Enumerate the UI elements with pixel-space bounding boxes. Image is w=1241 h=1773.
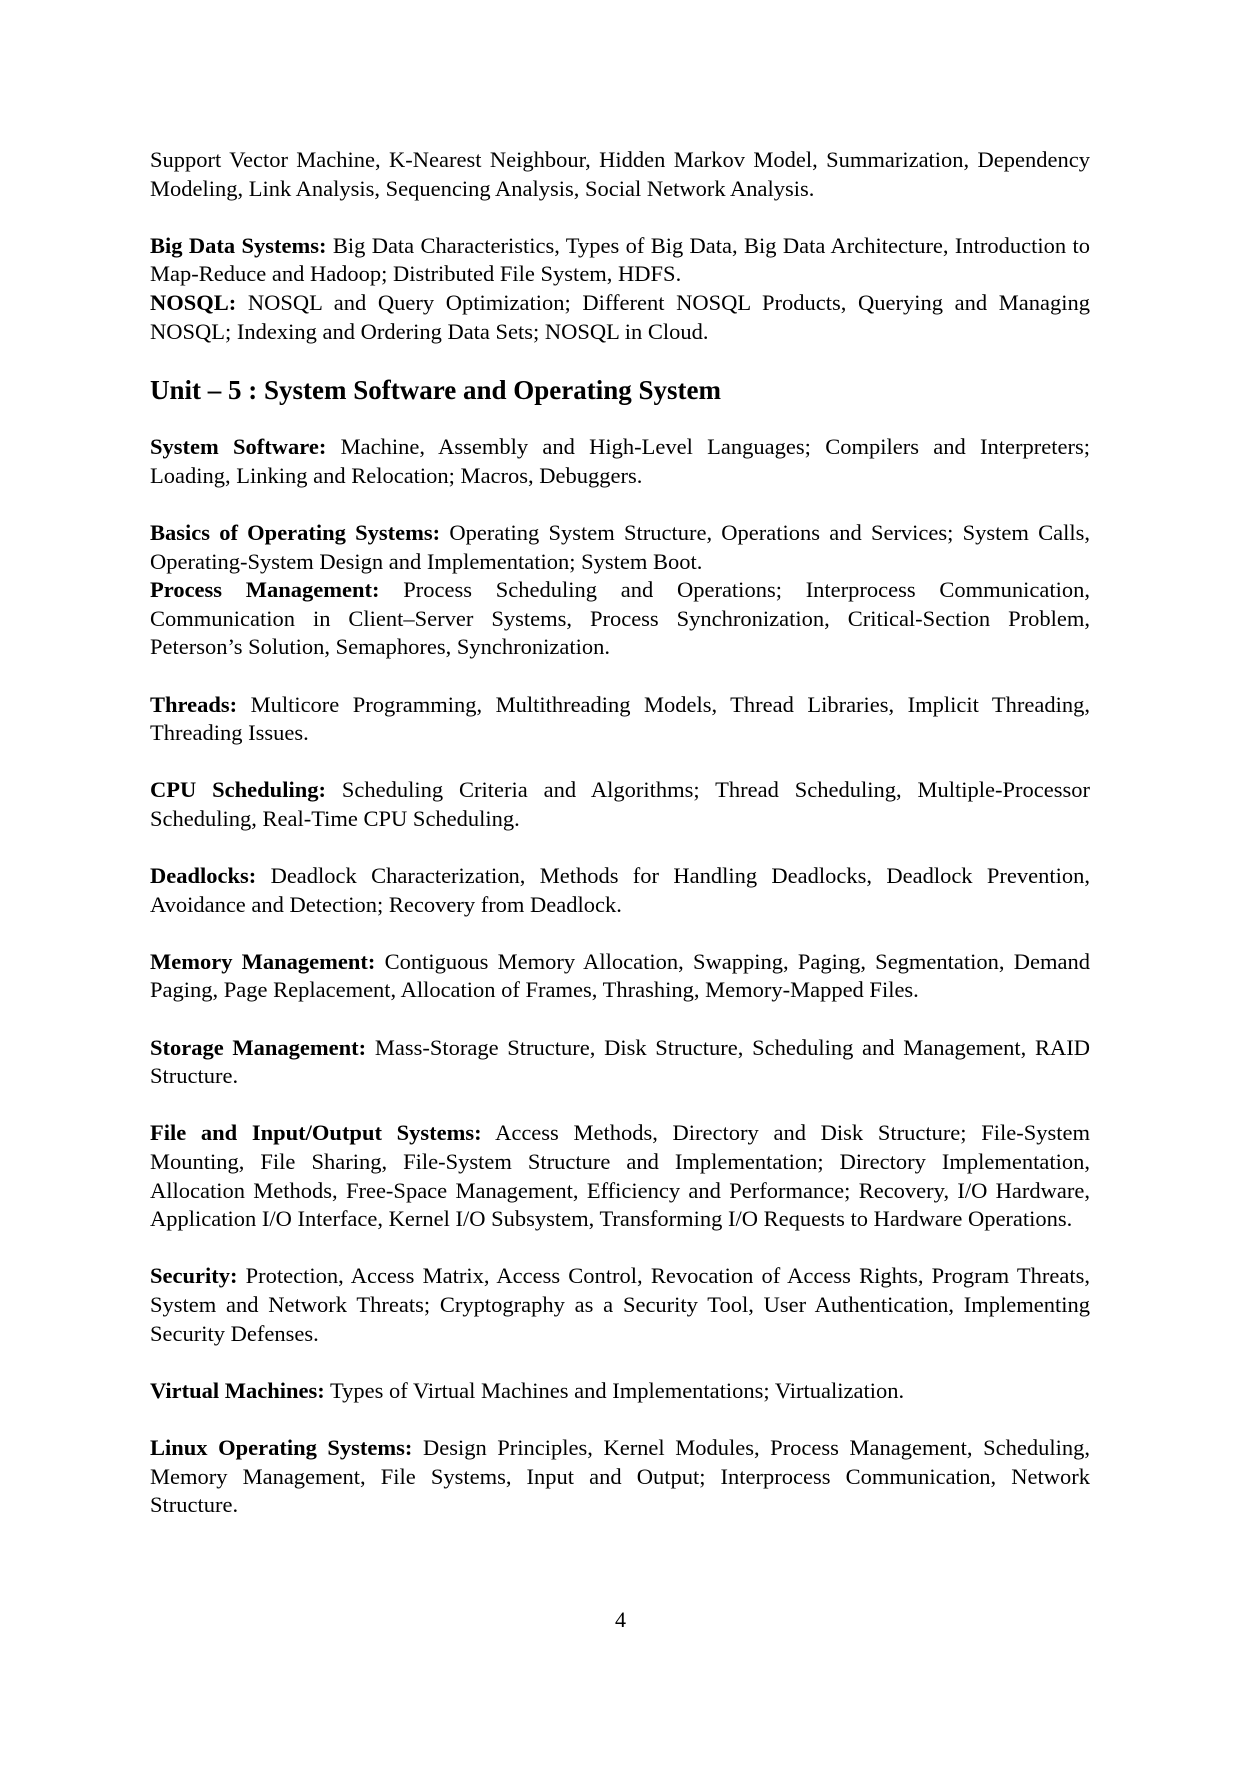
virtual-machines-paragraph xyxy=(150,1377,1090,1406)
file-io-text: Access Methods, Directory and Disk Structure; File-System Mounting, File Sharing, File-System Structure and Implementation; Directory Implementation, Allocation Methods, Free-Space Management, Efficiency and Performance; Recovery, I/O Hardware, Application I/O Interface, Kernel I/O Subsystem, Transforming I/O Requests to Hardware Operations. xyxy=(150,1120,1090,1232)
storage-management-text: Mass-Storage Structure, Disk Structure, Scheduling and Management, RAID Structure. xyxy=(150,1034,1090,1089)
intro-text: Support Vector Machine, K-Nearest Neighbour, Hidden Markov Model, Summarization, Dependency Modeling, Link Analysis, Sequencing Analysis, Social Network Analysis. xyxy=(150,147,1090,201)
process-management-text: Process Scheduling and Operations; Interprocess Communication, Communication in Client–Server Systems, Process Synchronization, Critical-Section Problem, Peterson’s Solution, Semaphores, Synchronization. xyxy=(150,577,1090,660)
system-software-paragraph xyxy=(150,433,1090,490)
security-text: Protection, Access Matrix, Access Control, Revocation of Access Rights, Program Threats, System and Network Threats; Cryptography as a Security Tool, User Authentication, Implementing Security Defenses. xyxy=(150,1263,1090,1346)
intro-paragraph xyxy=(150,146,1090,203)
deadlocks-text: Deadlock Characterization, Methods for Handling Deadlocks, Deadlock Prevention, Avoidance and Detection; Recovery from Deadlock. xyxy=(150,863,1090,917)
cpu-scheduling-term: CPU Scheduling: xyxy=(150,777,326,803)
document-page xyxy=(150,146,1090,1520)
linux-term: Linux Operating Systems: xyxy=(150,1434,413,1460)
deadlocks-term: Deadlocks: xyxy=(150,863,257,889)
linux-paragraph xyxy=(150,1434,1090,1520)
big-data-paragraph xyxy=(150,232,1090,289)
threads-paragraph xyxy=(150,691,1090,748)
threads-text: Multicore Programming, Multithreading Models, Thread Libraries, Implicit Threading, Threading Issues. xyxy=(150,691,1090,746)
file-io-paragraph xyxy=(150,1119,1090,1233)
storage-management-paragraph xyxy=(150,1034,1090,1091)
page-number: 4 xyxy=(615,1607,626,1632)
cpu-scheduling-paragraph xyxy=(150,776,1090,833)
nosql-text: NOSQL and Query Optimization; Different NOSQL Products, Querying and Managing NOSQL; Indexing and Ordering Data Sets; NOSQL in Cloud. xyxy=(150,289,1090,344)
big-data-text: Big Data Characteristics, Types of Big Data, Big Data Architecture, Introduction to Map-Reduce and Hadoop; Distributed File System, HDFS. xyxy=(150,232,1090,287)
cpu-scheduling-text: Scheduling Criteria and Algorithms; Thread Scheduling, Multiple-Processor Scheduling, Real-Time CPU Scheduling. xyxy=(150,777,1090,831)
virtual-machines-text: Types of Virtual Machines and Implementations; Virtualization. xyxy=(324,1377,905,1403)
unit-heading: Unit – 5 : System Software and Operating System xyxy=(150,375,721,406)
basics-os-term: Basics of Operating Systems: xyxy=(150,519,441,545)
storage-management-term: Storage Management: xyxy=(150,1034,367,1060)
memory-management-term: Memory Management: xyxy=(150,948,376,974)
process-management-term: Process Management: xyxy=(150,577,380,603)
nosql-term: NOSQL: xyxy=(150,289,237,315)
memory-management-text: Contiguous Memory Allocation, Swapping, Paging, Segmentation, Demand Paging, Page Replacement, Allocation of Frames, Thrashing, Memory-Mapped Files. xyxy=(150,948,1090,1003)
system-software-text: Machine, Assembly and High-Level Languages; Compilers and Interpreters; Loading, Linking and Relocation; Macros, Debuggers. xyxy=(150,434,1090,488)
process-management-paragraph xyxy=(150,576,1090,662)
security-term: Security: xyxy=(150,1263,238,1289)
virtual-machines-term: Virtual Machines: xyxy=(150,1377,325,1403)
system-software-term: System Software: xyxy=(150,434,327,460)
linux-text: Design Principles, Kernel Modules, Process Management, Scheduling, Memory Management, File Systems, Input and Output; Interprocess Communication, Network Structure. xyxy=(150,1434,1090,1518)
nosql-paragraph xyxy=(150,289,1090,346)
big-data-term: Big Data Systems: xyxy=(150,232,327,258)
memory-management-paragraph xyxy=(150,948,1090,1005)
file-io-term: File and Input/Output Systems: xyxy=(150,1120,482,1146)
security-paragraph xyxy=(150,1262,1090,1348)
deadlocks-paragraph xyxy=(150,862,1090,919)
threads-term: Threads: xyxy=(150,691,238,717)
basics-os-paragraph xyxy=(150,519,1090,576)
basics-os-text: Operating System Structure, Operations and Services; System Calls, Operating-System Design and Implementation; System Boot. xyxy=(150,519,1090,574)
